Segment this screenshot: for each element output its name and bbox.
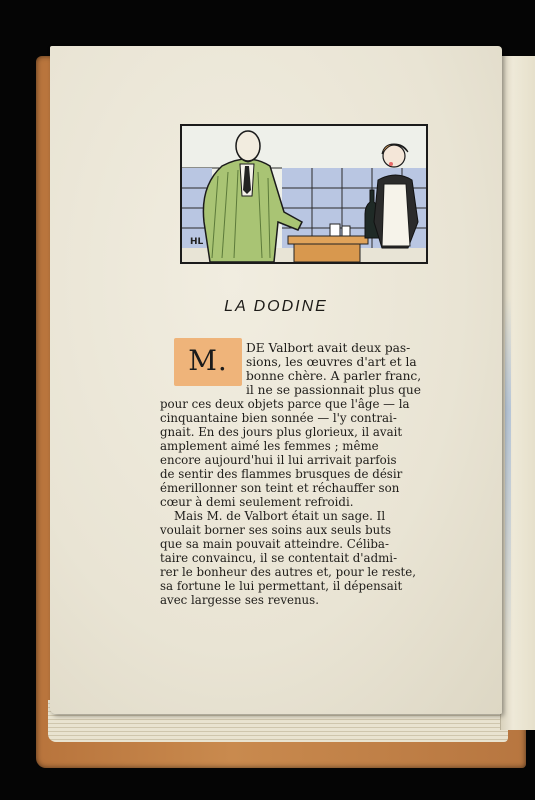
text-line: cinquantaine bien sonnée — l'y contrai-	[160, 411, 397, 425]
text-line: rer le bonheur des autres et, pour le reste,	[160, 565, 416, 579]
book-page	[50, 46, 502, 714]
facing-page	[500, 56, 535, 730]
text-line: sions, les œuvres d'art et la	[246, 355, 417, 369]
text-line: voulait borner ses soins aux seuls buts	[160, 523, 392, 537]
text-line: il ne se passionnait plus que	[246, 383, 421, 397]
text-line: DE Valbort avait deux pas-	[246, 341, 411, 355]
text-line: bonne chère. A parler franc,	[246, 369, 422, 383]
text-line: que sa main pouvait atteindre. Céliba-	[160, 537, 389, 551]
text-line: avec largesse ses revenus.	[160, 593, 319, 607]
text-line: de sentir des flammes brusques de désir	[160, 467, 403, 481]
text-line: encore aujourd'hui il lui arrivait parfois	[160, 453, 397, 467]
text-line: pour ces deux objets parce que l'âge — la	[160, 397, 410, 411]
text-line: sa fortune le lui permettant, il dépensait	[160, 579, 403, 593]
illustration-drawing	[182, 126, 426, 262]
illustrator-signature: HL	[190, 237, 204, 247]
text-line: gnait. En des jours plus glorieux, il avait	[160, 425, 403, 439]
text-line: Mais M. de Valbort était un sage. Il	[174, 509, 386, 523]
chapter-title: LA DODINE	[224, 298, 328, 315]
text-line: taire convaincu, il se contentait d'admi-	[160, 551, 398, 565]
text-line: cœur à demi seulement refroidi.	[160, 495, 354, 509]
chapter-illustration	[180, 124, 428, 264]
dropcap-box	[174, 338, 242, 386]
facing-page-tint	[505, 296, 511, 676]
dropcap-letter: M.	[188, 344, 228, 377]
text-line: émerillonner son teint et réchauffer son	[160, 481, 400, 495]
text-line: amplement aimé les femmes ; même	[160, 439, 379, 453]
